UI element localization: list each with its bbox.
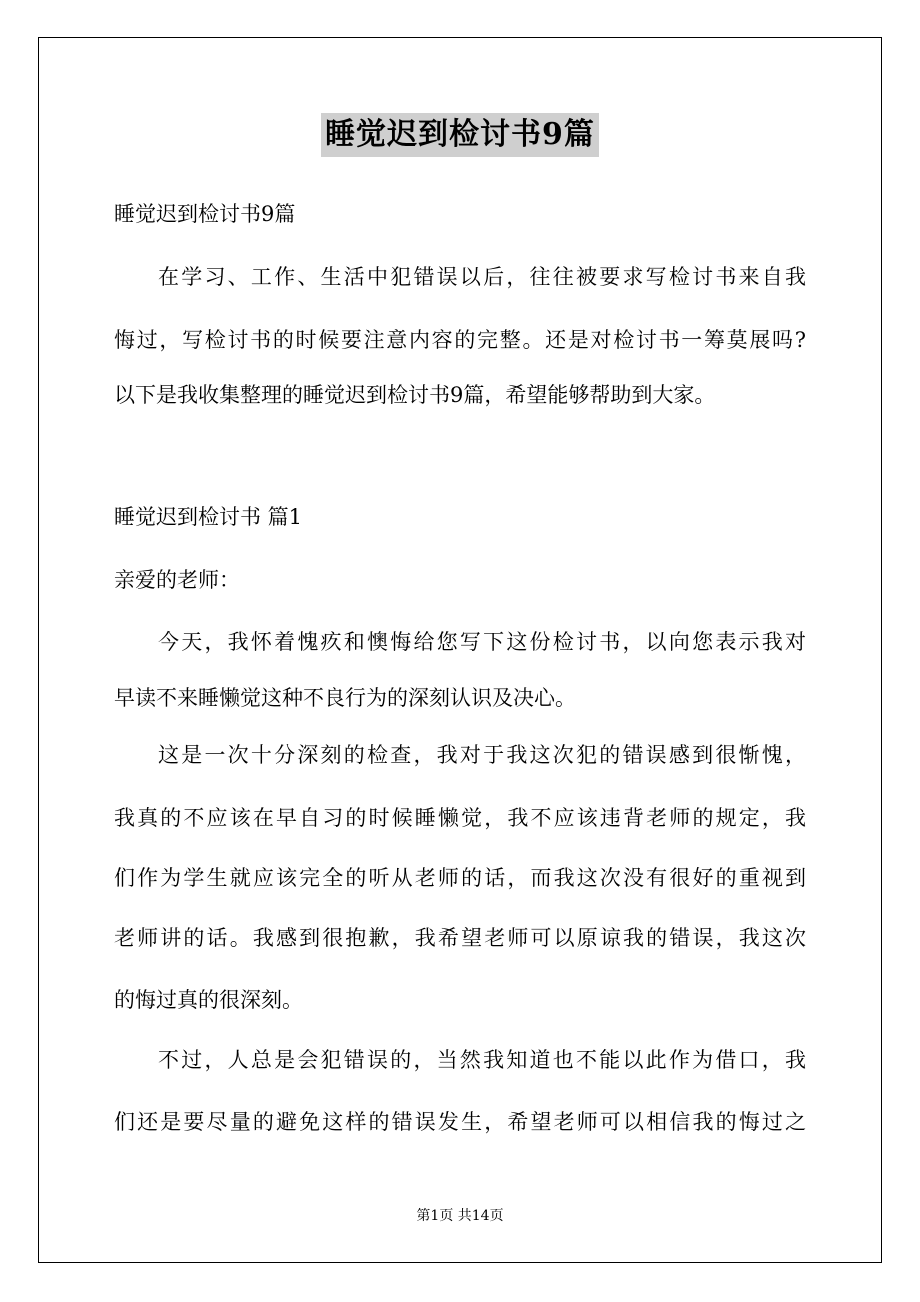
para1-line-1: 今天，我怀着愧疚和懊悔给您写下这份检讨书，以向您表示我对 [158,630,806,654]
salutation: 亲爱的老师： [114,568,240,592]
para2-line-2: 我真的不应该在早自习的时候睡懒觉，我不应该违背老师的规定，我 [114,806,806,830]
para2-line-3: 们作为学生就应该完全的听从老师的话，而我这次没有很好的重视到 [114,866,806,890]
section-heading: 睡觉迟到检讨书 篇1 [114,505,303,529]
intro-line-2: 悔过，写检讨书的时候要注意内容的完整。还是对检讨书一筹莫展吗? [114,328,806,352]
page-footer: 第1页 共14页 [416,1208,504,1224]
para2-line-1: 这是一次十分深刻的检查，我对于我这次犯的错误感到很惭愧， [158,743,806,767]
para2-line-4: 老师讲的话。我感到很抱歉，我希望老师可以原谅我的错误，我这次 [114,926,806,950]
document-title: 睡觉迟到检讨书9篇 [321,113,599,157]
subtitle: 睡觉迟到检讨书9篇 [114,202,296,226]
intro-line-3: 以下是我收集整理的睡觉迟到检讨书9篇，希望能够帮助到大家。 [114,383,716,407]
para3-line-1: 不过，人总是会犯错误的，当然我知道也不能以此作为借口，我 [158,1048,806,1072]
para1-line-2: 早读不来睡懒觉这种不良行为的深刻认识及决心。 [114,686,576,710]
para3-line-2: 们还是要尽量的避免这样的错误发生，希望老师可以相信我的悔过之 [114,1110,806,1134]
intro-line-1: 在学习、工作、生活中犯错误以后，往往被要求写检讨书来自我 [158,265,806,289]
para2-line-5: 的悔过真的很深刻。 [114,988,303,1012]
title-container [0,113,920,157]
